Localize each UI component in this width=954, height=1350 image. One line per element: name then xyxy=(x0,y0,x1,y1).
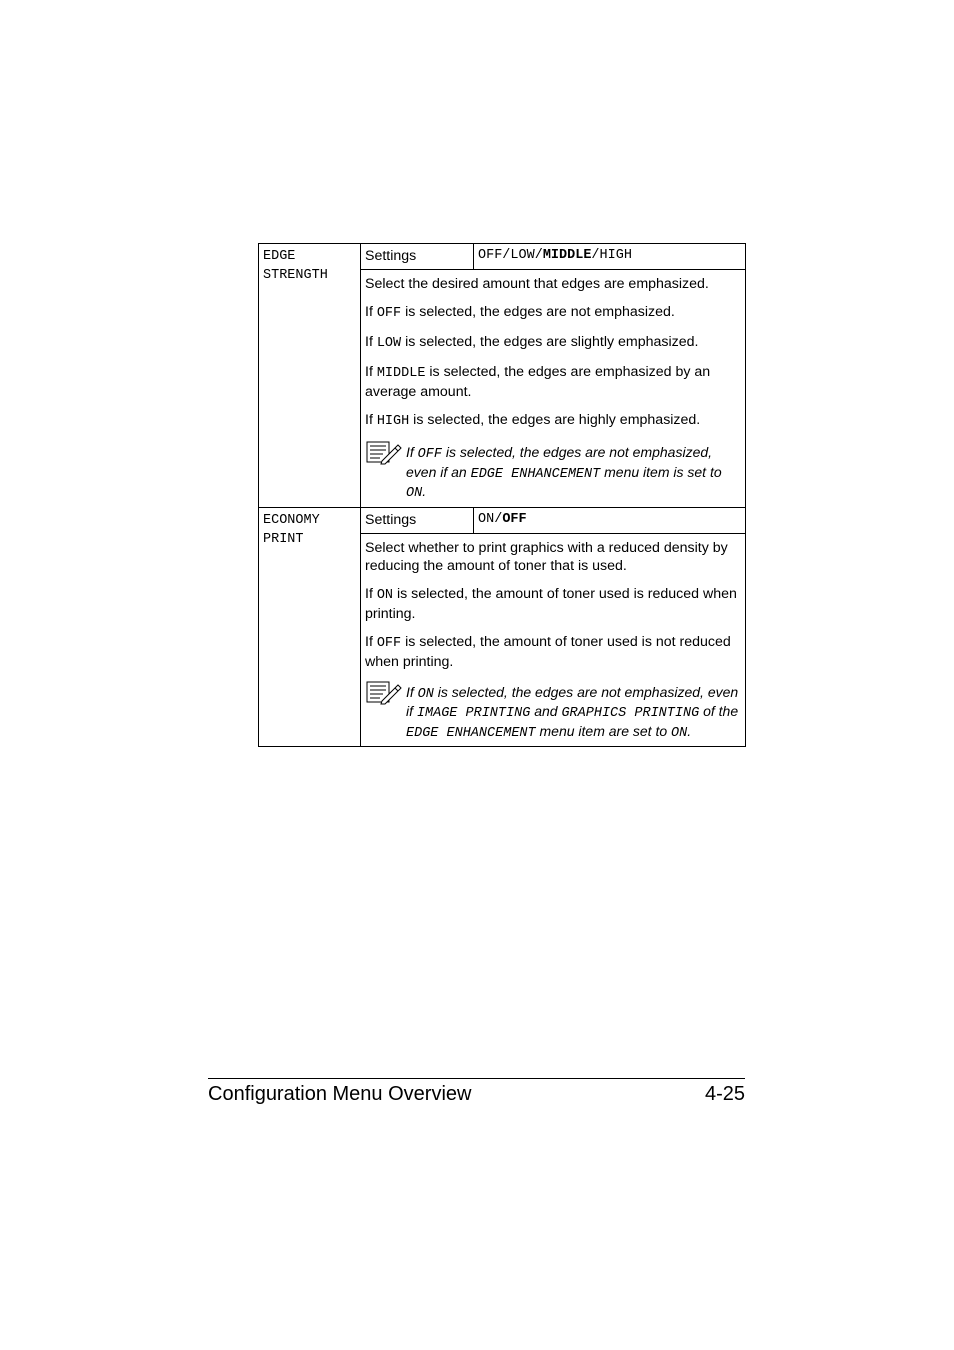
config-table xyxy=(258,243,746,747)
description-cell xyxy=(361,270,746,508)
footer-page-number: 4-25 xyxy=(704,1083,745,1105)
menu-item-name xyxy=(259,507,361,747)
option-description: If OFF is selected, the edges are not emphasized. xyxy=(365,304,675,321)
settings-default-value: OFF xyxy=(502,511,527,527)
settings-value-part: /HIGH xyxy=(591,248,632,263)
footer-section-title: Configuration Menu Overview xyxy=(208,1083,472,1105)
description-cell xyxy=(361,533,746,747)
description-intro: Select the desired amount that edges are emphasized. xyxy=(365,276,709,292)
note-text: If OFF is selected, the edges are not emphasized, even if an EDGE ENHANCEMENT menu item is set to ON. xyxy=(406,444,722,501)
note-block xyxy=(365,681,741,743)
settings-value-part: OFF/LOW/ xyxy=(478,248,543,263)
option-description: If ON is selected, the amount of toner used is reduced when printing. xyxy=(365,585,737,622)
note-text: If ON is selected, the edges are not emphasized, even if IMAGE PRINTING and GRAPHICS PRINTING of the EDGE ENHANCEMENT menu item are set to ON. xyxy=(406,683,739,741)
option-description: If MIDDLE is selected, the edges are emphasized by an average amount. xyxy=(365,364,711,400)
option-description: If HIGH is selected, the edges are highly emphasized. xyxy=(365,412,701,429)
description-intro: Select whether to print graphics with a reduced density by reducing the amount of toner that is used. xyxy=(365,539,728,574)
settings-label: Settings xyxy=(361,244,474,270)
menu-item-name-line2: PRINT xyxy=(263,531,304,547)
menu-item-name xyxy=(259,244,361,508)
note-pad-pencil-icon xyxy=(365,681,403,705)
option-description: If LOW is selected, the edges are slightly emphasized. xyxy=(365,334,699,351)
note-pad-pencil-icon xyxy=(365,441,403,465)
settings-default-value: MIDDLE xyxy=(542,248,592,263)
option-description: If OFF is selected, the amount of toner used is not reduced when printing. xyxy=(365,633,731,670)
menu-item-name-line1: EDGE xyxy=(263,249,296,264)
settings-value-part: ON/ xyxy=(478,511,503,527)
table-row-economy-print-settings xyxy=(259,507,746,533)
menu-item-name-line2: STRENGTH xyxy=(263,268,328,283)
settings-label: Settings xyxy=(361,507,474,533)
footer-rule xyxy=(208,1078,745,1079)
note-block xyxy=(365,441,741,503)
table-row-edge-strength-settings xyxy=(259,244,746,270)
settings-values xyxy=(474,244,746,270)
menu-item-name-line1: ECONOMY xyxy=(263,512,320,528)
settings-values xyxy=(474,507,746,533)
